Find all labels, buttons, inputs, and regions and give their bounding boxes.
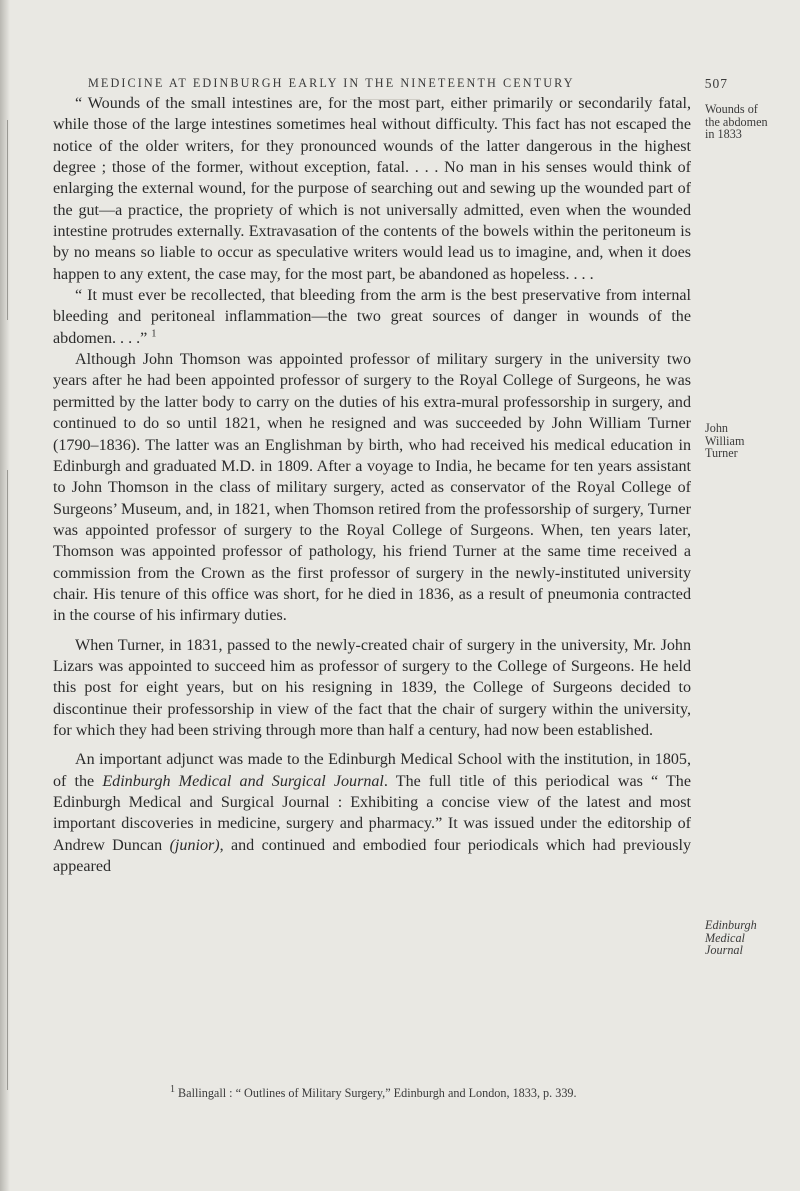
running-title: MEDICINE AT EDINBURGH EARLY IN THE NINETEENTH CENTURY: [88, 76, 575, 90]
paragraph-quote-2: [53, 285, 691, 349]
page-number: 507: [704, 76, 728, 91]
paragraph-turner: Although John Thomson was appointed professor of military surgery in the university two years after he had been appointed professor of surgery to the Royal College of Surgeons, he was permitted by the latter body to carry on the duties of his extra-mural professorship in surgery, and continued to do so until 1821, when he resigned and was succeeded by John William Turner (1790–1836). The latter was an Englishman by birth, who had received his medical education in Edinburgh and graduated M.D. in 1809. After a voyage to India, he became for ten years assistant to John Thomson in the class of military surgery, acted as conservator of the Royal College of Surgeons’ Museum, and, in 1821, when Thomson retired from the professorship of surgery, Turner was appointed professor of surgery to the Royal College of Surgeons. When, ten years later, Thomson was appointed professor of pathology, his friend Turner at the same time received a commission from the Crown as the first professor of surgery in the newly-instituted university chair. His tenure of this office was short, for he died in 1836, as a result of pneumonia contracted in the course of his infirmary duties.: [53, 351, 691, 625]
footnote: [170, 1083, 730, 1101]
body-text: [53, 93, 691, 877]
junior-note: (junior): [169, 836, 220, 854]
sidenote-journal: Edinburgh Medical Journal: [705, 918, 757, 957]
journal-title: Edinburgh Medical and Surgical Journal: [102, 772, 384, 790]
sidenote-wounds: Wounds of the abdomen in 1833: [705, 102, 768, 141]
scan-artifact: [7, 120, 8, 320]
footnote-text: Ballingall : “ Outlines of Military Surgery,” Edinburgh and London, 1833, p. 339.: [178, 1086, 577, 1100]
footnote-reference: 1: [151, 328, 157, 340]
running-head: [88, 76, 728, 91]
scan-artifact: [7, 470, 8, 1090]
sidenote-turner: John William Turner: [705, 421, 745, 460]
paragraph-lizars: When Turner, in 1831, passed to the newly-created chair of surgery in the university, Mr. John Lizars was appointed to succeed him as professor of surgery to the College of Surgeons. He held this post for eight years, but on his resigning in 1839, the College of Surgeons decided to discontinue their professorship in view of the fact that the chair of surgery within the university, for which they had been striving through more than half a century, had now been established.: [53, 636, 691, 739]
paragraph-journal: An important adjunct was made to the Edinburgh Medical School with the institution, in 1805, of the Edinburgh Medical and Surgical Journal. The full title of this periodical was “ The Edinburgh Medical and Surgical Journal : Exhibiting a concise view of the latest and most important discoveries in medicine, surgery and pharmacy.” It was issued under the editorship of Andrew Duncan (junior), and continued and embodied four periodicals which had previously appeared: [53, 751, 691, 876]
paragraph-quote-2-text: “ It must ever be recollected, that bleeding from the arm is the best preservative from internal bleeding and peritoneal inflammation—the two great sources of danger in wounds of the abdomen. . . .”: [53, 287, 691, 347]
footnote-mark: 1: [170, 1083, 175, 1095]
binding-shadow: [0, 0, 10, 1191]
paragraph-quote-1: “ Wounds of the small intestines are, for the most part, either primarily or secondarily fatal, while those of the large intestines sometimes heal without difficulty. This fact has not escaped the notice of the older writers, for they pronounced wounds of the latter dangerous in the highest degree ; those of the former, without exception, fatal. . . . No man in his senses would think of enlarging the external wound, for the purpose of searching out and sewing up the wounded part of the gut—a practice, the propriety of which is not universally admitted, even when the wounded intestine protrudes externally. Extravasation of the contents of the bowels within the peritoneum is by no means so liable to occur as speculative writers would lead us to imagine, and, when it does happen to any extent, the case may, for the most part, be abandoned as hopeless. . . .: [53, 95, 691, 283]
